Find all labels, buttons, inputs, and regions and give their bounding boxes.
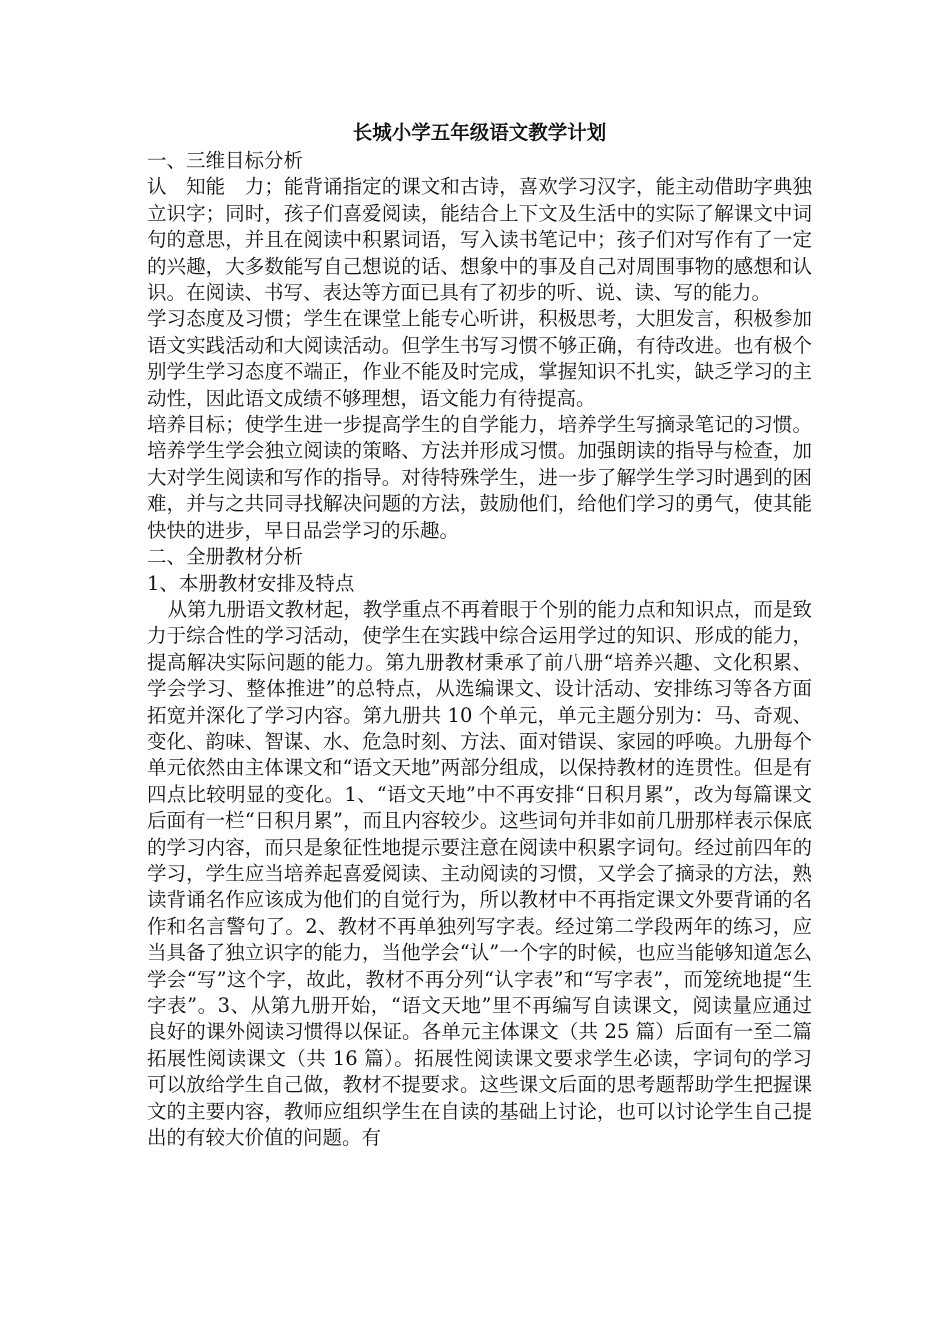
paragraph-textbook-analysis: 从第九册语文教材起，教学重点不再着眼于个别的能力点和知识点，而是致力于综合性的学习活动，使学生在实践中综合运用学过的知识、形成的能力，提高解决实际问题的能力。第九册教材秉承了前八册“培养兴趣、文化积累、学会学习、整体推进”的总特点，从选编课文、设计活动、安排练习等各方面拓宽并深化了学习内容。第九册共 10 个单元，单元主题分别为：马、奇观、变化、韵味、智谋、水、危急时刻、方法、面对错误、家园的呼唤。九册每个单元依然由主体课文和“语文天地”两部分组成，以保持教材的连贯性。但是有四点比较明显的变化。1、“语文天地”中不再安排“日积月累”，改为每篇课文后面有一栏“日积月累”，而且内容较少。这些词句并非如前几册那样表示保底的学习内容，而只是象征性地提示要注意在阅读中积累字词句。经过前四年的学习，学生应当培养起喜爱阅读、主动阅读的习惯，又学会了摘录的方法，熟读背诵名作应该成为他们的自觉行为，所以教材中不再指定课文外要背诵的名作和名言警句了。2、教材不再单独列写字表。经过第二学段两年的练习，应当具备了独立识字的能力，当他学会“认”一个字的时候，也应当能够知道怎么学会“写”这个字，故此，教材不再分列“认字表”和“写字表”，而笼统地提“生字表”。3、从第九册开始，“语文天地”里不再编写自读课文，阅读量应通过良好的课外阅读习惯得以保证。各单元主体课文（共 25 篇）后面有一至二篇拓展性阅读课文（共 16 篇）。拓展性阅读课文要求学生必读，字词句的学习可以放给学生自己做，教材不提要求。这些课文后面的思考题帮助学生把握课文的主要内容，教师应组织学生在自读的基础上讨论，也可以讨论学生自己提出的有较大价值的问题。有 (147, 597, 812, 1150)
paragraph-training-goals: 培养目标；使学生进一步提高学生的自学能力，培养学生写摘录笔记的习惯。培养学生学会独立阅读的策略、方法并形成习惯。加强朗读的指导与检查，加大对学生阅读和写作的指导。对待特殊学生，进一步了解学生学习时遇到的困难，并与之共同寻找解决问题的方法，鼓励他们，给他们学习的勇气，使其能快快的进步，早日品尝学习的乐趣。 (147, 413, 812, 542)
document-page (147, 118, 812, 1151)
section-heading-textbook: 二、全册教材分析 (147, 545, 304, 569)
subsection-heading-arrangement: 1、本册教材安排及特点 (147, 571, 355, 595)
document-title: 长城小学五年级语文教学计划 (352, 121, 607, 144)
section-heading-goals: 一、三维目标分析 (147, 149, 304, 172)
paragraph-learning-attitude: 学习态度及习惯；学生在课堂上能专心听讲，积极思考，大胆发言，积极参加语文实践活动和大阅读活动。但学生书写习惯不够正确，有待改进。也有极个别学生学习态度不端正，作业不能及时完成，掌握知识不扎实，缺乏学习的主动性，因此语文成绩不够理想，语文能力有待提高。 (147, 307, 812, 410)
paragraph-cognitive-ability: 认 知能 力；能背诵指定的课文和古诗，喜欢学习汉字，能主动借助字典独立识字；同时，孩子们喜爱阅读，能结合上下文及生活中的实际了解课文中词句的意思，并且在阅读中积累词语，写入读书笔记中；孩子们对写作有了一定的兴趣，大多数能写自己想说的话、想象中的事及自己对周围事物的感想和认识。在阅读、书写、表达等方面已具有了初步的听、说、读、写的能力。 (147, 175, 812, 305)
